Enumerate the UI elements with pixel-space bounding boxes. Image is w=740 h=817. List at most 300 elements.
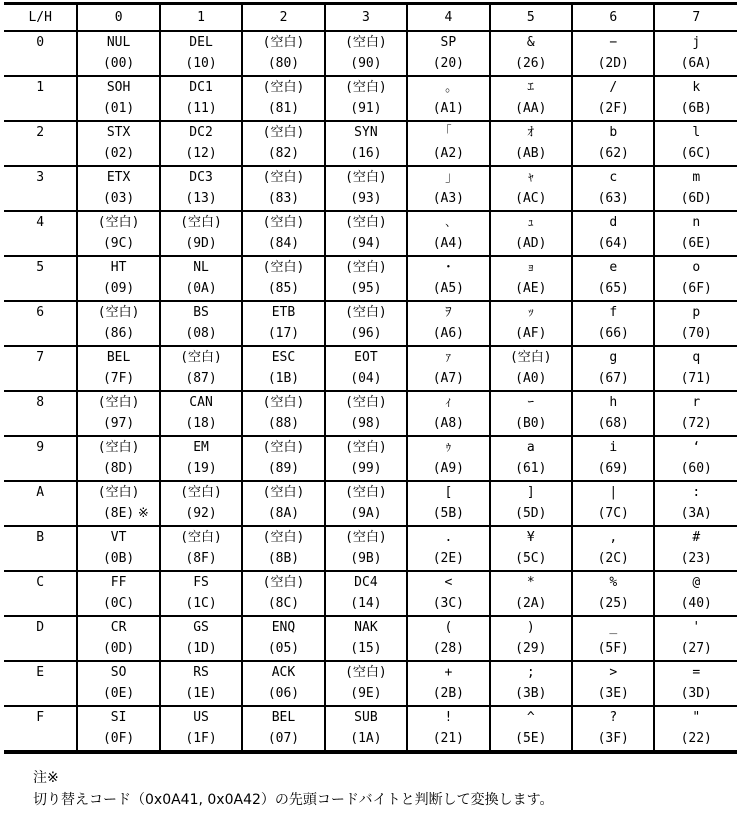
hex-code-text: (26) <box>515 56 547 71</box>
cell-character: ETB <box>271 305 296 320</box>
code-cell <box>325 706 407 752</box>
hex-code-text: (05) <box>267 641 300 656</box>
cell-character: % <box>609 575 618 590</box>
cell-hex-code <box>243 233 323 254</box>
hex-code-text: (8D) <box>102 461 135 476</box>
cell-hex-code <box>161 323 241 344</box>
cell-character: BEL <box>271 710 296 725</box>
hex-code-text: (19) <box>185 461 217 476</box>
cell-character: e <box>609 260 618 275</box>
cell-character: ? <box>609 710 618 725</box>
cell-hex-code <box>655 503 737 524</box>
cell-character: ‘ <box>692 440 701 455</box>
code-cell <box>325 526 407 571</box>
cell-character: (空白) <box>262 35 305 50</box>
hex-code-text: (8A) <box>267 506 300 521</box>
cell-character: SO <box>110 665 127 680</box>
cell-character: (空白) <box>345 485 387 500</box>
hex-code-text: (20) <box>432 56 465 71</box>
cell-character: NUL <box>106 35 131 50</box>
cell-character: ､ <box>445 215 452 230</box>
code-cell <box>77 76 159 121</box>
code-cell <box>325 571 407 616</box>
row-header: 8 <box>4 391 77 436</box>
row-header: F <box>4 706 77 752</box>
cell-character: ^ <box>526 710 535 725</box>
hex-code-text: (0B) <box>102 551 135 566</box>
cell-hex-code <box>655 278 737 299</box>
hex-code-text: (1E) <box>185 686 217 701</box>
cell-hex-code <box>78 53 158 74</box>
cell-hex-code <box>326 53 406 74</box>
code-cell <box>654 481 737 526</box>
cell-hex-code <box>78 638 158 659</box>
cell-character: r <box>692 395 701 410</box>
cell-hex-code <box>161 413 241 434</box>
cell-hex-code <box>655 638 737 659</box>
table-row <box>4 661 737 706</box>
cell-hex-code <box>408 188 488 209</box>
hex-code-text: (3B) <box>515 686 547 701</box>
hex-code-text: (3C) <box>432 596 465 611</box>
cell-hex-code <box>243 323 323 344</box>
hex-code-text: (A1) <box>432 101 465 116</box>
cell-hex-code <box>243 728 323 749</box>
code-cell <box>490 256 572 301</box>
cell-hex-code <box>161 548 241 569</box>
code-cell <box>160 616 242 661</box>
cell-character: # <box>692 530 701 545</box>
code-cell <box>160 76 242 121</box>
code-cell <box>407 31 489 76</box>
table-row <box>4 76 737 121</box>
code-cell <box>160 121 242 166</box>
hex-code-text: (93) <box>350 191 382 206</box>
hex-code-text: (96) <box>350 326 382 341</box>
cell-character: NL <box>193 260 209 275</box>
cell-hex-code <box>78 593 158 614</box>
cell-character: EM <box>193 440 209 455</box>
hex-code-text: (27) <box>680 641 712 656</box>
hex-code-text: (A4) <box>432 236 465 251</box>
cell-character: (空白) <box>262 575 305 590</box>
code-cell <box>490 301 572 346</box>
cell-character: ) <box>526 620 535 635</box>
cell-character: ] <box>526 485 535 500</box>
cell-character: . <box>444 530 453 545</box>
cell-hex-code <box>243 278 323 299</box>
hex-code-text: (07) <box>267 731 300 746</box>
hex-code-text: (88) <box>267 416 300 431</box>
column-header: 2 <box>242 4 324 32</box>
code-cell <box>407 481 489 526</box>
cell-character: SP <box>440 35 457 50</box>
hex-code-text: (62) <box>597 146 629 161</box>
code-cell <box>407 391 489 436</box>
row-header: 6 <box>4 301 77 346</box>
cell-character: CR <box>110 620 127 635</box>
cell-hex-code <box>326 728 406 749</box>
row-header: 5 <box>4 256 77 301</box>
code-cell <box>654 436 737 481</box>
cell-hex-code <box>491 638 571 659</box>
code-cell <box>654 526 737 571</box>
table-row <box>4 166 737 211</box>
hex-code-text: (68) <box>597 416 629 431</box>
cell-hex-code <box>78 368 158 389</box>
code-cell <box>490 571 572 616</box>
cell-character: m <box>692 170 701 185</box>
hex-code-text: (9C) <box>102 236 135 251</box>
cell-hex-code <box>491 728 571 749</box>
cell-hex-code <box>573 323 653 344</box>
hex-code-text: (22) <box>680 731 712 746</box>
cell-character: | <box>609 485 618 500</box>
cell-character: j <box>692 35 701 50</box>
cell-character: (空白) <box>97 395 140 410</box>
cell-hex-code <box>408 233 488 254</box>
cell-hex-code <box>408 638 488 659</box>
cell-hex-code <box>161 593 241 614</box>
hex-code-text: (9B) <box>350 551 382 566</box>
cell-character: SOH <box>106 80 131 95</box>
code-cell <box>654 211 737 256</box>
cell-character: * <box>526 575 535 590</box>
table-row <box>4 346 737 391</box>
footnote <box>33 767 553 811</box>
cell-hex-code <box>161 503 241 524</box>
code-cell <box>407 526 489 571</box>
code-cell <box>490 121 572 166</box>
cell-character: (空白) <box>345 305 387 320</box>
code-cell <box>242 301 324 346</box>
cell-hex-code <box>573 503 653 524</box>
hex-code-text: (29) <box>515 641 547 656</box>
cell-character: NAK <box>354 620 378 635</box>
code-cell <box>242 31 324 76</box>
cell-character: BS <box>193 305 209 320</box>
cell-hex-code <box>243 458 323 479</box>
table-row <box>4 301 737 346</box>
cell-character: (空白) <box>345 215 387 230</box>
hex-code-text: (6E) <box>680 236 712 251</box>
code-cell <box>572 166 654 211</box>
cell-hex-code <box>408 53 488 74</box>
table-row <box>4 706 737 752</box>
cell-hex-code <box>491 188 571 209</box>
hex-code-text: (0D) <box>102 641 135 656</box>
code-cell <box>77 706 159 752</box>
row-header: A <box>4 481 77 526</box>
code-cell <box>160 31 242 76</box>
hex-code-text: (82) <box>267 146 300 161</box>
table-row <box>4 616 737 661</box>
code-cell <box>572 346 654 391</box>
column-header: 7 <box>654 4 737 32</box>
cell-character: (空白) <box>97 215 140 230</box>
code-cell <box>242 166 324 211</box>
cell-hex-code <box>491 278 571 299</box>
cell-hex-code <box>326 638 406 659</box>
reference-mark-icon: ※ <box>137 506 149 521</box>
cell-character: q <box>692 350 701 365</box>
code-cell <box>407 211 489 256</box>
code-cell <box>654 256 737 301</box>
column-header: 6 <box>572 4 654 32</box>
cell-character: (空白) <box>180 215 222 230</box>
cell-hex-code <box>326 233 406 254</box>
cell-hex-code <box>408 593 488 614</box>
code-cell <box>242 526 324 571</box>
hex-code-text: (5C) <box>515 551 547 566</box>
hex-code-text: (1D) <box>185 641 217 656</box>
cell-hex-code <box>491 683 571 704</box>
cell-hex-code <box>78 548 158 569</box>
hex-code-text: (80) <box>267 56 300 71</box>
cell-hex-code <box>161 188 241 209</box>
cell-character: ｬ <box>527 170 535 185</box>
cell-hex-code <box>326 323 406 344</box>
hex-code-text: (81) <box>267 101 300 116</box>
cell-character: ｭ <box>527 215 535 230</box>
hex-code-text: (5D) <box>515 506 547 521</box>
hex-code-text: (90) <box>350 56 382 71</box>
hex-code-text: (99) <box>350 461 382 476</box>
code-cell <box>407 706 489 752</box>
cell-hex-code <box>243 638 323 659</box>
footnote-title: 注※ <box>33 770 59 786</box>
hex-code-text: (A2) <box>432 146 465 161</box>
cell-hex-code <box>655 188 737 209</box>
cell-hex-code <box>573 53 653 74</box>
hex-code-text: (AB) <box>515 146 547 161</box>
cell-character: ｧ <box>445 350 452 365</box>
cell-character: @ <box>692 575 701 590</box>
cell-hex-code <box>655 458 737 479</box>
cell-hex-code <box>78 323 158 344</box>
corner-header: L/H <box>4 4 77 32</box>
code-cell <box>77 571 159 616</box>
cell-hex-code <box>161 98 241 119</box>
hex-code-text: (3E) <box>597 686 629 701</box>
cell-hex-code <box>491 323 571 344</box>
cell-character: b <box>609 125 618 140</box>
cell-character: o <box>692 260 701 275</box>
cell-hex-code <box>408 503 488 524</box>
hex-code-text: (15) <box>350 641 382 656</box>
hex-code-text: (AE) <box>515 281 547 296</box>
cell-hex-code <box>655 143 737 164</box>
cell-character: ESC <box>271 350 296 365</box>
hex-code-text: (12) <box>185 146 217 161</box>
hex-code-text: (AF) <box>515 326 547 341</box>
cell-character: ･ <box>445 260 452 275</box>
cell-hex-code <box>243 683 323 704</box>
code-cell <box>572 571 654 616</box>
hex-code-text: (8F) <box>185 551 217 566</box>
hex-code-text: (6D) <box>680 191 712 206</box>
cell-character: & <box>526 35 535 50</box>
cell-hex-code <box>326 503 406 524</box>
code-cell <box>160 391 242 436</box>
cell-hex-code <box>491 368 571 389</box>
cell-character: (空白) <box>262 440 305 455</box>
code-cell <box>242 121 324 166</box>
hex-code-text: (6C) <box>680 146 712 161</box>
hex-code-text: (85) <box>267 281 300 296</box>
cell-hex-code <box>326 683 406 704</box>
code-cell <box>77 346 159 391</box>
code-cell <box>325 166 407 211</box>
cell-hex-code <box>161 278 241 299</box>
code-cell <box>654 391 737 436</box>
table-row <box>4 391 737 436</box>
cell-character: (空白) <box>345 395 387 410</box>
code-cell <box>572 481 654 526</box>
cell-character: ｰ <box>527 395 535 410</box>
cell-hex-code <box>655 98 737 119</box>
column-header: 1 <box>160 4 242 32</box>
cell-character: DC2 <box>189 125 213 140</box>
hex-code-text: (91) <box>350 101 382 116</box>
cell-character: [ <box>444 485 453 500</box>
hex-code-text: (70) <box>680 326 712 341</box>
code-cell <box>654 301 737 346</box>
hex-code-text: (72) <box>680 416 712 431</box>
table-row <box>4 121 737 166</box>
hex-code-text: (98) <box>350 416 382 431</box>
column-header: 4 <box>407 4 489 32</box>
cell-hex-code <box>573 683 653 704</box>
hex-code-text: (92) <box>185 506 217 521</box>
hex-code-text: (1A) <box>350 731 382 746</box>
column-header: 0 <box>77 4 159 32</box>
code-cell <box>242 391 324 436</box>
hex-code-text: (2C) <box>597 551 629 566</box>
cell-hex-code <box>161 683 241 704</box>
cell-character: (空白) <box>180 350 222 365</box>
code-cell <box>654 76 737 121</box>
hex-code-text: (0A) <box>185 281 217 296</box>
cell-character: (空白) <box>345 665 387 680</box>
hex-code-text: (11) <box>185 101 217 116</box>
hex-code-text: (40) <box>680 596 712 611</box>
hex-code-text: (2F) <box>597 101 629 116</box>
row-header: E <box>4 661 77 706</box>
row-header: D <box>4 616 77 661</box>
cell-hex-code <box>326 368 406 389</box>
code-cell <box>325 31 407 76</box>
code-cell <box>572 76 654 121</box>
code-cell <box>407 616 489 661</box>
code-cell <box>490 526 572 571</box>
cell-character: FF <box>110 575 127 590</box>
cell-character: (空白) <box>345 440 387 455</box>
cell-hex-code <box>573 368 653 389</box>
code-cell <box>242 211 324 256</box>
cell-hex-code <box>491 53 571 74</box>
hex-code-text: (25) <box>597 596 629 611</box>
cell-character: h <box>609 395 618 410</box>
code-cell <box>325 121 407 166</box>
cell-character: (空白) <box>345 80 387 95</box>
cell-character: ｨ <box>445 395 452 410</box>
hex-code-text: (65) <box>597 281 629 296</box>
hex-code-text: (69) <box>597 461 629 476</box>
cell-hex-code <box>243 503 323 524</box>
cell-hex-code <box>655 323 737 344</box>
code-cell <box>572 706 654 752</box>
cell-hex-code <box>326 188 406 209</box>
code-cell <box>407 121 489 166</box>
hex-code-text: (17) <box>267 326 300 341</box>
code-cell <box>242 481 324 526</box>
cell-character: k <box>692 80 701 95</box>
cell-hex-code <box>243 98 323 119</box>
cell-hex-code <box>161 233 241 254</box>
cell-hex-code <box>655 728 737 749</box>
hex-code-text: (A8) <box>432 416 465 431</box>
cell-character: ｦ <box>445 305 452 320</box>
code-cell <box>160 301 242 346</box>
cell-character: c <box>609 170 618 185</box>
row-header: 0 <box>4 31 77 76</box>
cell-character: ! <box>444 710 453 725</box>
cell-character: ｵ <box>527 125 535 140</box>
code-cell <box>490 391 572 436</box>
hex-code-text: (2A) <box>515 596 547 611</box>
cell-hex-code <box>491 233 571 254</box>
code-cell <box>407 436 489 481</box>
cell-character: = <box>692 665 701 680</box>
hex-code-text: (10) <box>185 56 217 71</box>
cell-hex-code <box>78 233 158 254</box>
cell-hex-code <box>326 98 406 119</box>
code-cell <box>572 121 654 166</box>
code-cell <box>654 31 737 76</box>
cell-character: (空白) <box>97 485 140 500</box>
cell-character: SYN <box>354 125 378 140</box>
code-cell <box>160 211 242 256</box>
code-cell <box>160 346 242 391</box>
cell-character: DC1 <box>189 80 213 95</box>
code-cell <box>572 31 654 76</box>
cell-character: l <box>692 125 701 140</box>
hex-code-text: (89) <box>267 461 300 476</box>
hex-code-text: (2D) <box>597 56 629 71</box>
cell-hex-code <box>573 278 653 299</box>
hex-code-text: (21) <box>432 731 465 746</box>
code-cell <box>572 256 654 301</box>
cell-character: (空白) <box>262 170 305 185</box>
cell-character: STX <box>106 125 131 140</box>
cell-character: (空白) <box>180 530 222 545</box>
code-cell <box>654 571 737 616</box>
code-cell <box>572 301 654 346</box>
cell-hex-code <box>408 728 488 749</box>
code-cell <box>572 211 654 256</box>
hex-code-text: (63) <box>597 191 629 206</box>
code-cell <box>407 166 489 211</box>
cell-hex-code <box>326 278 406 299</box>
hex-code-text: (9A) <box>350 506 382 521</box>
code-cell <box>490 166 572 211</box>
hex-code-text: (8E) <box>102 506 135 521</box>
row-header: 9 <box>4 436 77 481</box>
cell-hex-code <box>408 143 488 164</box>
cell-hex-code <box>573 143 653 164</box>
cell-character: BEL <box>106 350 131 365</box>
